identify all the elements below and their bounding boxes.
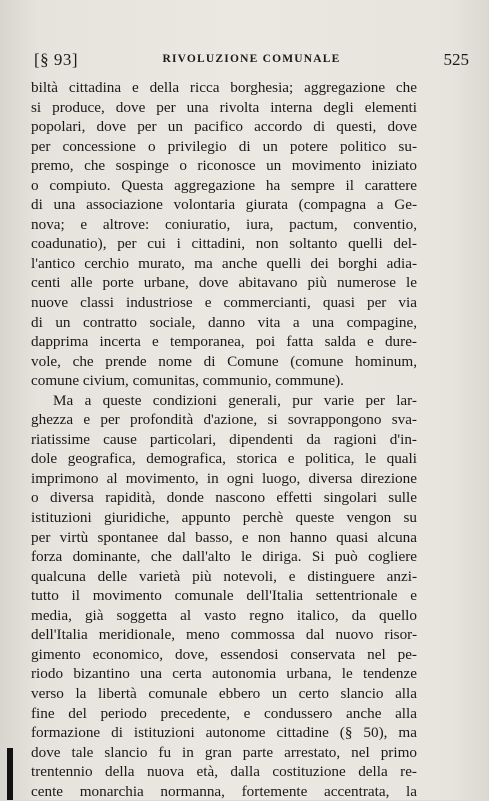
text-line: fine del periodo precedente, e condussero anche alla (31, 704, 417, 722)
text-line: formazione di istituzioni autonome cittadine (§ 50), ma (31, 724, 417, 742)
text-line: di una associazione volontaria giurata (compagna a Ge- (31, 196, 417, 214)
text-line: cente monarchia normanna, fortemente accentrata, la (31, 782, 417, 800)
scan-edge-mark (7, 748, 13, 800)
text-line: ghezza e per profondità d'azione, si sovrappongono sva- (31, 411, 417, 429)
text-line: media, già soggetta al vasto regno italico, da quello (31, 606, 417, 624)
text-line: imprimono al movimento, in ogni luogo, diversa direzione (31, 469, 417, 487)
text-line: biltà cittadina e della ricca borghesia; aggregazione che (31, 79, 417, 96)
text-line: gimento economico, dove, essendosi conservata nel pe- (31, 645, 417, 663)
text-line: vole, che prende nome di Comune (comune hominum, (31, 352, 417, 370)
text-line: forza dominante, che dall'alto le diriga. Si può cogliere (31, 548, 417, 566)
text-line: dove tale slancio fu in gran parte arrestato, nel primo (31, 743, 417, 761)
section-reference: [§ 93] (34, 50, 79, 69)
text-line: istituzioni giuridiche, appunto perchè queste vengon su (31, 509, 417, 527)
running-title: RIVOLUZIONE COMUNALE (162, 53, 341, 65)
text-line: nova; e altrove: coniuratio, iura, pactum, conventio, (31, 215, 417, 233)
page-number: 525 (443, 50, 469, 69)
text-line: o diversa rapidità, donde nascono effetti singolari sulle (31, 489, 417, 507)
text-line: riodo bizantino una certa autonomia urbana, le tendenze (31, 665, 417, 683)
text-line: nuove classi industriose e commercianti, quasi per via (31, 294, 417, 312)
text-line: dapprima incerta e temporanea, poi fatta salda e dure- (31, 333, 417, 351)
text-line: si produce, dove per una rivolta interna degli elementi (31, 98, 417, 116)
text-line: l'antico cerchio murato, ma anche quelli dei borghi adia- (31, 254, 417, 272)
text-line: trentennio della nuova età, dalla costituzione della re- (31, 763, 417, 781)
text-line: o compiuto. Questa aggregazione ha sempre il carattere (31, 176, 417, 194)
text-line: qualcuna delle varietà più notevoli, e distinguere anzi- (31, 567, 417, 585)
text-line: dell'Italia meridionale, meno commossa dal nuovo risor- (31, 626, 417, 644)
text-line: per virtù spontanee dal basso, e non hanno quasi alcuna (31, 528, 417, 546)
text-line: di un contratto sociale, danno vita a una compagine, (31, 313, 417, 331)
paragraph-start-line: Ma a queste condizioni generali, pur varie per lar- (53, 391, 417, 409)
text-line: riatissime cause particolari, dipendenti da ragioni d'in- (31, 430, 417, 448)
text-line: dole geografica, demografica, storica e politica, le quali (31, 450, 417, 468)
text-line: verso la libertà comunale ebbero un certo slancio alla (31, 684, 417, 702)
text-line: popolari, dove per un pacifico accordo di questi, dove (31, 118, 417, 136)
page-header (34, 50, 469, 72)
text-line: tutto il movimento comunale dell'Italia settentrionale e (31, 587, 417, 605)
text-line: per concessione o privilegio di un potere politico su- (31, 137, 417, 155)
text-line: centi alle porte urbane, dove abitavano più numerose le (31, 274, 417, 292)
text-line: coadunatio), per cui i cittadini, non soltanto quelli del- (31, 235, 417, 253)
body-text (31, 78, 417, 801)
text-line: premo, che sospinge o riconosce un movimento iniziato (31, 157, 417, 175)
paragraph-end-line: comune civium, comunitas, communio, commune). (31, 372, 344, 390)
